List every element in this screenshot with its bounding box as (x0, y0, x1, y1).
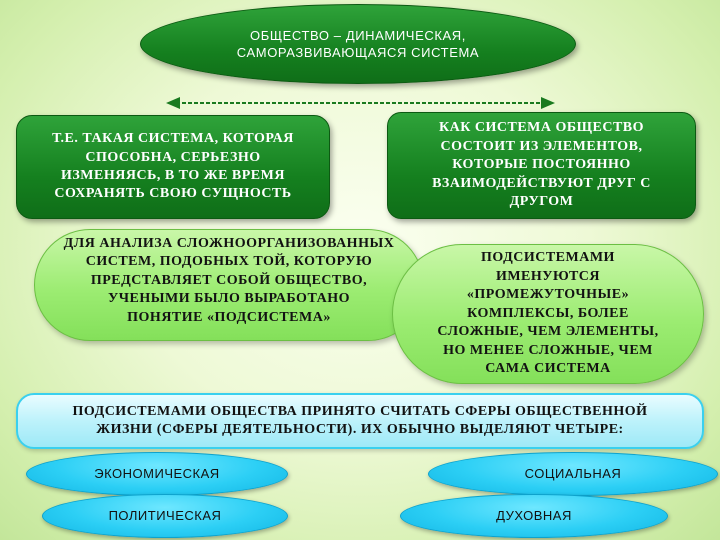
sphere-social: СОЦИАЛЬНАЯ (428, 452, 718, 496)
arrow-left-icon (166, 97, 180, 109)
arrow-right-icon (541, 97, 555, 109)
subsystem-definition-box: ПОДСИСТЕМАМИ ИМЕНУЮТСЯ «ПРОМЕЖУТОЧНЫЕ» КОМПЛЕКСЫ, БОЛЕЕ СЛОЖНЫЕ, ЧЕМ ЭЛЕМЕНТЫ, НО МЕНЕЕ СЛОЖНЫЕ, ЧЕМ САМА СИСТЕМА (392, 244, 704, 384)
sphere-economic: ЭКОНОМИЧЕСКАЯ (26, 452, 288, 496)
subsystem-concept-box: ДЛЯ АНАЛИЗА СЛОЖНООРГАНИЗОВАННЫХ СИСТЕМ, ПОДОБНЫХ ТОЙ, КОТОРУЮ ПРЕДСТАВЛЯЕТ СОБОЙ ОБЩЕСТВО, УЧЕНЫМИ БЫЛО ВЫРАБОТАНО ПОНЯТИЕ «ПОДСИСТЕМА» (34, 229, 424, 341)
sphere-political: ПОЛИТИЧЕСКАЯ (42, 494, 288, 538)
spheres-intro-box: ПОДСИСТЕМАМИ ОБЩЕСТВА ПРИНЯТО СЧИТАТЬ СФЕРЫ ОБЩЕСТВЕННОЙ ЖИЗНИ (СФЕРЫ ДЕЯТЕЛЬНОСТИ). ИХ ОБЫЧНО ВЫДЕЛЯЮТ ЧЕТЫРЕ: (16, 393, 704, 449)
elements-box: КАК СИСТЕМА ОБЩЕСТВО СОСТОИТ ИЗ ЭЛЕМЕНТОВ, КОТОРЫЕ ПОСТОЯННО ВЗАИМОДЕЙСТВУЮТ ДРУГ С ДРУГОМ (387, 112, 696, 219)
sphere-spiritual: ДУХОВНАЯ (400, 494, 668, 538)
definition-box: Т.Е. ТАКАЯ СИСТЕМА, КОТОРАЯ СПОСОБНА, СЕРЬЕЗНО ИЗМЕНЯЯСЬ, В ТО ЖЕ ВРЕМЯ СОХРАНЯТЬ СВОЮ СУЩНОСТЬ (16, 115, 330, 219)
root-node-society: ОБЩЕСТВО – ДИНАМИЧЕСКАЯ, САМОРАЗВИВАЮЩАЯСЯ СИСТЕМА (140, 4, 576, 84)
